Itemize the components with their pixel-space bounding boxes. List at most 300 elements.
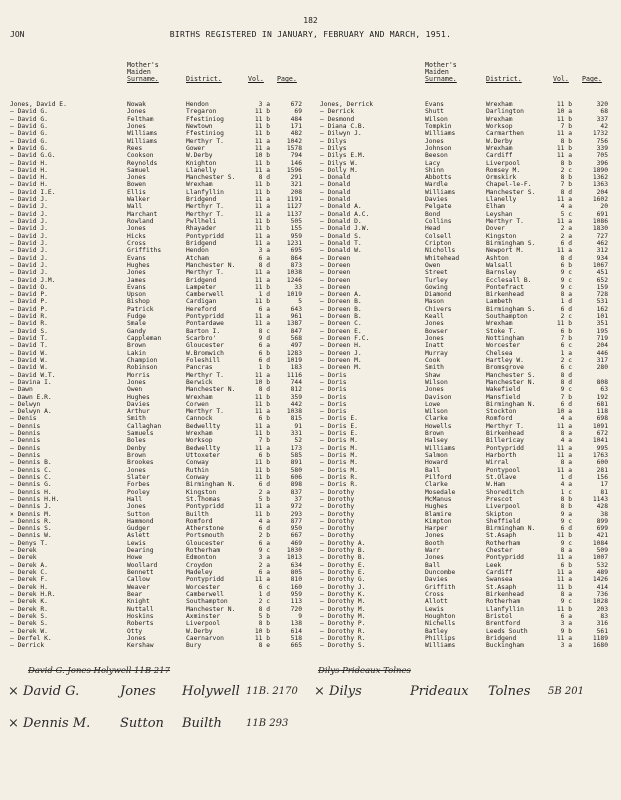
page-number: 146 <box>290 159 302 167</box>
page-number: 20 <box>600 203 608 211</box>
page-number: 736 <box>596 590 608 598</box>
child-name: — Dorothy R. <box>320 627 366 635</box>
volume: 9 c <box>560 539 572 547</box>
child-name: — Doreen A. <box>320 291 362 299</box>
volume: 3 a <box>560 642 572 650</box>
district: Pwllheli <box>186 218 217 225</box>
child-name: — David H. <box>10 174 48 182</box>
page-number: 1116 <box>286 371 302 379</box>
child-name: — Dorothy G. <box>320 576 366 584</box>
volume: 2 a <box>560 232 572 240</box>
district: Conway <box>186 473 209 481</box>
register-entry <box>312 452 621 459</box>
register-entry <box>312 423 621 430</box>
district: Southampton <box>186 598 228 606</box>
volume: 11 a <box>556 422 572 430</box>
register-entry <box>312 225 621 232</box>
district: Swansea <box>486 576 513 584</box>
child-name: — Doreen B. <box>320 313 362 321</box>
mother-maiden-surname: Brown <box>127 342 146 350</box>
child-name: — Derek S. <box>10 612 48 620</box>
register-entry <box>312 196 621 203</box>
district: Scarbro' <box>186 335 217 342</box>
volume: 9 c <box>560 276 572 284</box>
page-number: 995 <box>596 444 608 452</box>
page-number: 489 <box>596 569 608 576</box>
district: Leyshan <box>486 210 513 218</box>
child-name: — Diana C.B. <box>320 122 366 130</box>
hw-surname-1-right: Prideaux <box>410 684 469 699</box>
volume: 11 b <box>254 283 270 291</box>
register-entry <box>0 152 312 159</box>
mother-maiden-surname: Patrick <box>127 305 154 313</box>
page-number: 316 <box>596 620 608 628</box>
mother-maiden-surname: Bond <box>425 210 441 218</box>
volume: 11 a <box>254 313 270 321</box>
volume: 11 a <box>254 444 270 452</box>
mother-maiden-surname: Colsell <box>425 232 452 240</box>
page-number: 720 <box>290 605 302 613</box>
mother-maiden-surname: Jones <box>127 503 146 511</box>
page-number: 1680 <box>592 642 608 650</box>
volume: 8 a <box>560 590 572 598</box>
district: Walsall <box>486 261 513 269</box>
child-name: — Dennis R. <box>10 517 52 525</box>
register-entry <box>0 101 312 108</box>
register-entry <box>0 298 312 305</box>
child-name: — Doreen F.C. <box>320 335 370 342</box>
register-entry <box>312 328 621 335</box>
volume: 8 a <box>560 291 572 299</box>
register-entry <box>312 518 621 525</box>
child-name: — Derek A. <box>10 561 48 569</box>
page-number: 113 <box>290 598 302 606</box>
page-number: 1362 <box>592 174 608 182</box>
district: Portsmouth <box>186 532 224 540</box>
page-number: 83 <box>600 612 608 620</box>
district: Kingston <box>186 488 217 496</box>
mother-maiden-surname: Chivers <box>425 305 452 313</box>
page-number: 1019 <box>286 356 302 364</box>
child-name: — David R. <box>10 320 48 328</box>
mother-maiden-surname: Walker <box>127 196 150 204</box>
register-entry <box>312 532 621 539</box>
volume: 10 b <box>254 152 270 160</box>
register-entry <box>312 511 621 518</box>
volume: 6 b <box>560 327 572 335</box>
district: Manchester N. <box>186 605 236 613</box>
district: Hartley W. <box>486 356 524 364</box>
child-name: — Donald W. <box>320 247 362 255</box>
child-name: — Derek W. <box>10 627 48 635</box>
register-entry <box>0 415 312 422</box>
child-name: — Dorothy B. <box>320 554 366 562</box>
volume: 11 b <box>254 130 270 138</box>
child-name: — Doris M. <box>320 444 358 452</box>
volume: 4 a <box>560 203 572 211</box>
volume: 7 b <box>258 437 270 445</box>
child-name: — Desmond <box>320 115 355 123</box>
page-number: 815 <box>290 415 302 423</box>
child-name: × David G. <box>10 144 48 152</box>
register-entry <box>0 123 312 130</box>
mother-maiden-surname: Brookes <box>127 459 154 467</box>
volume: 11 a <box>556 569 572 576</box>
register-entry <box>0 642 312 649</box>
register-entry <box>0 518 312 525</box>
child-name: — Dilys W. <box>320 159 358 167</box>
handwritten-entry-1 <box>0 680 621 710</box>
register-title: BIRTHS REGISTERED IN JANUARY, FEBRUARY AND MARCH, 1951. <box>169 30 452 39</box>
volume: 6 d <box>258 525 270 533</box>
volume: 11 a <box>556 466 572 474</box>
register-entry <box>312 445 621 452</box>
register-entry <box>0 145 312 152</box>
mother-maiden-surname: Cross <box>425 590 444 598</box>
page-number: 1763 <box>592 452 608 459</box>
page-number: 691 <box>596 210 608 218</box>
volume: 10 a <box>556 408 572 416</box>
mother-maiden-surname: Howe <box>127 554 143 562</box>
district: St.Thomas <box>186 495 221 503</box>
mother-maiden-surname: Wilson <box>425 408 448 416</box>
district: Southampton <box>486 313 528 321</box>
district: Cardigan <box>186 298 217 306</box>
mother-maiden-surname: Forbes <box>127 481 150 489</box>
register-entry <box>0 489 312 496</box>
page-number: 339 <box>596 144 608 152</box>
child-name: × Dennis M. <box>10 510 52 518</box>
child-name: — David T. <box>10 335 48 342</box>
child-name: — Doris <box>320 386 347 394</box>
page-number: 9 <box>298 612 302 620</box>
volume: 11 b <box>254 218 270 225</box>
mother-maiden-surname: Ball <box>425 561 441 569</box>
page-number: 162 <box>596 305 608 313</box>
volume: 11 a <box>254 371 270 379</box>
volume: 9 c <box>560 598 572 606</box>
page-number: 568 <box>290 335 302 342</box>
child-name: — David J. <box>10 247 48 255</box>
child-name: — Derek <box>10 554 37 562</box>
page-number: 1041 <box>592 437 608 445</box>
page-number: 634 <box>290 561 302 569</box>
district: Buckingham <box>486 642 524 650</box>
child-name: — Derrick <box>10 642 45 650</box>
child-name: — Donald <box>320 188 351 196</box>
mother-maiden-surname: Nuttall <box>127 605 154 613</box>
mother-maiden-surname: Davies <box>425 196 448 204</box>
register-entry <box>312 474 621 481</box>
child-name: — David I.E. <box>10 188 56 196</box>
page-number: 63 <box>600 386 608 394</box>
mother-maiden-surname: Arthur <box>127 408 150 416</box>
page-number: 1426 <box>592 576 608 584</box>
child-name: — Donald A. <box>320 203 362 211</box>
district: Liverpool <box>486 159 521 167</box>
mother-maiden-surname: Hall <box>127 495 143 503</box>
child-name: — David J. <box>10 218 48 225</box>
right-entries <box>312 101 621 649</box>
mother-maiden-surname: Wardle <box>425 181 448 189</box>
volume: 8 b <box>560 137 572 145</box>
register-entry <box>312 554 621 561</box>
register-entry <box>0 342 312 349</box>
child-name: — Dorothy B. <box>320 547 366 555</box>
child-name: — David W. <box>10 364 48 372</box>
mother-maiden-surname: Wilson <box>425 115 448 123</box>
district: Wrexham <box>186 430 213 438</box>
volume: 9 c <box>560 517 572 525</box>
register-entry <box>312 540 621 547</box>
register-entry <box>0 386 312 393</box>
district: Ffestiniog <box>186 115 224 123</box>
mother-maiden-surname: Nicholls <box>425 247 456 255</box>
page-number: 182 <box>303 16 318 25</box>
volume: 3 a <box>560 620 572 628</box>
maiden-label-1-right: Mother's <box>425 61 457 69</box>
child-name: — Dorothy <box>320 510 355 518</box>
page-number: 1084 <box>592 539 608 547</box>
register-entry <box>312 240 621 247</box>
page-number: 1019 <box>286 291 302 299</box>
volume: 8 d <box>258 261 270 269</box>
mother-maiden-surname: Hughes <box>425 503 448 511</box>
volume: 7 b <box>560 335 572 342</box>
register-entry <box>0 240 312 247</box>
district: Pontypridd <box>186 313 224 321</box>
mother-maiden-surname: Hoskins <box>127 612 154 620</box>
district: Rhayader <box>186 225 217 233</box>
district: Newtown <box>186 122 213 130</box>
child-name: — Derfel K. <box>10 634 52 642</box>
volume: 8 c <box>258 327 270 335</box>
child-name: — David J.M. <box>10 276 56 284</box>
page-number: 312 <box>596 247 608 255</box>
page-number: 118 <box>596 408 608 416</box>
child-name: — Donald D. <box>320 218 362 225</box>
register-entry <box>312 284 621 291</box>
volume: 11 b <box>556 605 572 613</box>
mother-maiden-surname: Gandy <box>127 327 146 335</box>
mother-maiden-surname: Weaver <box>127 583 150 591</box>
mother-maiden-surname: Otty <box>127 627 143 635</box>
mother-maiden-surname: Morris <box>127 371 150 379</box>
district: Llanfyllin <box>486 605 524 613</box>
register-entry <box>312 562 621 569</box>
child-name: — Dilys <box>320 144 347 152</box>
volume: 8 d <box>560 254 572 262</box>
page-number: 873 <box>290 261 302 269</box>
district: Rotherham <box>186 547 221 555</box>
left-entries <box>0 101 312 649</box>
volume: 6 d <box>560 400 572 408</box>
volume: 11 a <box>254 203 270 211</box>
page-number: 531 <box>596 298 608 306</box>
register-entry <box>312 116 621 123</box>
district: Gower <box>186 144 205 152</box>
child-name: — David W.T. <box>10 371 56 379</box>
child-name: — Doris E. <box>320 430 358 438</box>
volume: 1 d <box>560 473 572 481</box>
page-number: 81 <box>600 488 608 496</box>
district: Corwen <box>186 400 209 408</box>
district: Llanelly <box>486 196 517 204</box>
register-entry <box>312 342 621 349</box>
child-name: — Dorothy E. <box>320 561 366 569</box>
district: Bridgend <box>486 634 517 642</box>
page-number: 934 <box>596 254 608 262</box>
page-number: 91 <box>294 422 302 430</box>
page-number: 665 <box>290 642 302 650</box>
district-label-right: District. <box>486 75 522 83</box>
child-name: — Doris E. <box>320 422 358 430</box>
mother-maiden-surname: Callaghan <box>127 422 162 430</box>
volume: 11 b <box>254 108 270 116</box>
district: Prescot <box>486 495 513 503</box>
mother-maiden-surname: Diamond <box>425 291 452 299</box>
district: Tregaron <box>186 108 217 116</box>
volume: 11 b <box>254 298 270 306</box>
register-entry <box>312 576 621 583</box>
volume: 2 c <box>560 356 572 364</box>
mother-maiden-surname: Lakin <box>127 349 146 357</box>
register-entry <box>0 481 312 488</box>
volume: 11 b <box>254 181 270 189</box>
mother-maiden-surname: Woollard <box>127 561 158 569</box>
mother-maiden-surname: Kershaw <box>127 642 154 650</box>
volume: 9 a <box>560 510 572 518</box>
volume: 11 a <box>254 576 270 584</box>
volume: 11 b <box>254 430 270 438</box>
register-entry <box>312 269 621 276</box>
page-number: 17 <box>600 481 608 489</box>
register-entry <box>312 357 621 364</box>
volume: 11 b <box>556 532 572 540</box>
mother-maiden-surname: Sutton <box>127 510 150 518</box>
volume: 5 b <box>258 612 270 620</box>
volume: 11 a <box>254 137 270 145</box>
volume: 10 a <box>556 108 572 116</box>
district: Bridgend <box>186 196 217 204</box>
mother-maiden-surname: Owen <box>425 261 441 269</box>
page-number: 208 <box>290 188 302 196</box>
volume: 11 b <box>254 473 270 481</box>
page-number: 891 <box>290 459 302 467</box>
district: Madeley <box>186 569 213 576</box>
district: Billericay <box>486 437 524 445</box>
district: Lampeter <box>186 283 217 291</box>
child-name: — Dorothy <box>320 488 355 496</box>
mother-maiden-surname: Jones <box>127 174 146 182</box>
volume: 10 b <box>254 378 270 386</box>
mother-maiden-surname: Johnson <box>425 144 452 152</box>
mother-maiden-surname: Beeson <box>425 152 448 160</box>
page-number: 1246 <box>286 276 302 284</box>
child-name: — Dennis H. <box>10 488 52 496</box>
district: Ruthin <box>186 466 209 474</box>
child-name: — Donald J.W. <box>320 225 370 233</box>
mother-maiden-surname: Wilson <box>425 378 448 386</box>
child-name: — Dorothy M. <box>320 605 366 613</box>
volume: 11 b <box>254 393 270 401</box>
district: Builth <box>186 510 209 518</box>
mother-maiden-surname: Roberts <box>127 620 154 628</box>
page-number: 1732 <box>592 130 608 138</box>
register-entry <box>0 320 312 327</box>
register-entry <box>312 408 621 415</box>
register-entry <box>312 306 621 313</box>
district: Birmingham N. <box>486 400 536 408</box>
maiden-label-2-right: Maiden <box>425 68 449 76</box>
child-name: — David W. <box>10 356 48 364</box>
volume: 1 d <box>258 291 270 299</box>
page-number: 204 <box>596 342 608 350</box>
register-entry <box>0 591 312 598</box>
register-entry <box>312 247 621 254</box>
district: Carmarthen <box>486 130 524 138</box>
child-name: — Dorothy E. <box>320 569 366 576</box>
child-name: — Doreen M. <box>320 364 362 372</box>
mother-maiden-surname: Evans <box>425 101 444 108</box>
mother-maiden-surname: Jones <box>127 634 146 642</box>
mother-maiden-surname: Nichells <box>425 620 456 628</box>
volume: 6 b <box>258 349 270 357</box>
register-entry <box>0 247 312 254</box>
register-entry <box>0 211 312 218</box>
volume: 7 b <box>560 122 572 130</box>
child-name: — David T. <box>10 342 48 350</box>
mother-maiden-surname: Duncombe <box>425 569 456 576</box>
child-name: — Dennis B. <box>10 459 52 467</box>
child-name: — Dennis J. <box>10 503 52 511</box>
volume: 2 c <box>560 166 572 174</box>
district: Liverpool <box>186 620 221 628</box>
page-number: 899 <box>596 517 608 525</box>
district: Rotherham <box>486 598 521 606</box>
child-name: — David G.G. <box>10 152 56 160</box>
mother-maiden-surname: Samuels <box>127 430 154 438</box>
volume: 6 a <box>258 569 270 576</box>
page-number: 505 <box>290 218 302 225</box>
volume: 8 d <box>258 386 270 394</box>
volume: 11 a <box>254 144 270 152</box>
hw-district-2: Builth <box>182 716 222 731</box>
register-entry <box>0 335 312 342</box>
child-name: — Dorothy P. <box>320 620 366 628</box>
district: W.Derby <box>186 152 213 160</box>
volume: 11 a <box>556 444 572 452</box>
volume: 9 c <box>560 386 572 394</box>
register-entry <box>0 313 312 320</box>
register-entry <box>0 357 312 364</box>
district: Manchester N. <box>186 386 236 394</box>
page-number: 877 <box>290 517 302 525</box>
page-number: 52 <box>294 437 302 445</box>
register-entry <box>312 203 621 210</box>
district: Uttoxeter <box>186 452 221 459</box>
volume: 4 a <box>560 415 572 423</box>
mother-maiden-surname: Bishop <box>127 298 150 306</box>
child-name: — Doreen E. <box>320 327 362 335</box>
volume: 3 a <box>258 247 270 255</box>
child-name: — David G. <box>10 122 48 130</box>
volume: 1 d <box>560 298 572 306</box>
district: Wrexham <box>486 101 513 108</box>
district: Birmingham S. <box>486 305 536 313</box>
page-number: 1602 <box>592 196 608 204</box>
mother-maiden-surname: Jones <box>425 137 444 145</box>
